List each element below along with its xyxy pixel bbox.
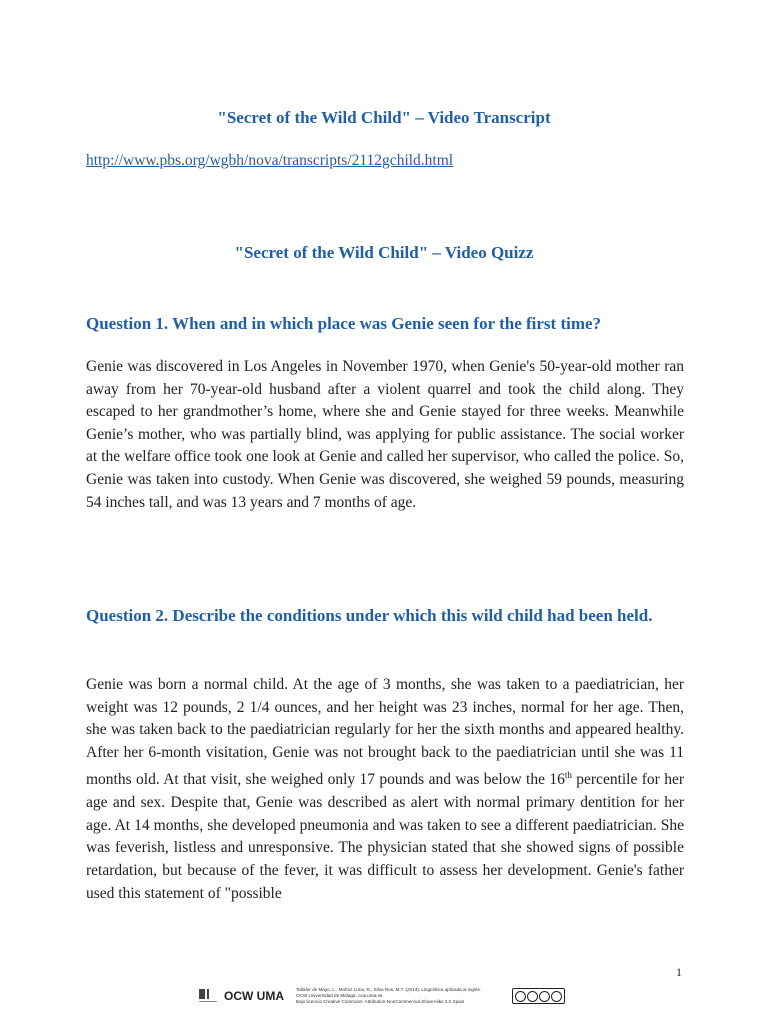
footer: [198, 985, 565, 1007]
cc-nc-icon: [539, 991, 550, 1002]
credit-line-1: Tallafer de Mayo, L., Muñoz Luna, R., Silva Ros, M.T. (2013). Lingüística aplicada al inglés.: [296, 987, 482, 992]
answer-2: [86, 674, 684, 905]
cc-icon: [515, 991, 526, 1002]
transcript-heading: "Secret of the Wild Child" – Video Transcript: [217, 108, 551, 127]
creative-commons-icon: [512, 988, 565, 1004]
question-2: Question 2. Describe the conditions under which this wild child had been held.: [86, 606, 653, 625]
university-logo-icon: [198, 987, 218, 1005]
answer-1: Genie was discovered in Los Angeles in November 1970, when Genie's 50-year-old mother ran away from her 70-year-old husband after a violent quarrel and took the child along. They escaped to her grandmother’s home, where she and Genie stayed for three weeks. Meanwhile Genie’s mother, who was partially blind, was applying for public assistance. The social worker at the welfare office took one look at Genie and called her supervisor, who called the police. So, Genie was taken into custody. When Genie was discovered, she weighed 59 pounds, measuring 54 inches tall, and was 13 years and 7 months of age.: [86, 358, 684, 511]
answer-2-part-2: percentile for her age and sex. Despite that, Genie was described as alert with normal primary dentition for her age. At 14 months, she developed pneumonia and was taken to see a different paediatrician. She was feverish, listless and unresponsive. The physician stated that she showed signs of possible retardation, but because of the fever, it was difficult to assess her development. Genie's father used this statement of "possible: [86, 771, 684, 902]
answer-2-superscript: th: [564, 770, 572, 781]
cc-sa-icon: [551, 991, 562, 1002]
page-number: 1: [676, 965, 682, 979]
question-1: Question 1. When and in which place was Genie seen for the first time?: [86, 314, 602, 333]
quiz-heading: "Secret of the Wild Child" – Video Quizz: [234, 243, 534, 262]
transcript-link[interactable]: http://www.pbs.org/wgbh/nova/transcripts/2112gchild.html: [86, 152, 454, 169]
credit-line-2: OCW Universidad de Málaga. ocw.uma.es.: [296, 993, 384, 998]
answer-2-part-1: Genie was born a normal child. At the age of 3 months, she was taken to a paediatrician, her weight was 12 pounds, 2 1/4 ounces, and her height was 23 inches, normal for her age. Then, she was taken back to the paediatrician regularly for her the sixth months and appeared healthy. After her 6-month visitation, Genie was not brought back to the paediatrician until she was 11 months old. At that visit, she weighed only 17 pounds and was below the 16: [86, 676, 684, 789]
cc-by-icon: [527, 991, 538, 1002]
footer-credit: [296, 987, 506, 1005]
credit-line-3: Bajo licencia Creative Commons. Attribution-NonCommercial-ShareAlike 3.0 Spain: [296, 999, 465, 1004]
ocw-logo: OCW UMA: [224, 989, 284, 1003]
